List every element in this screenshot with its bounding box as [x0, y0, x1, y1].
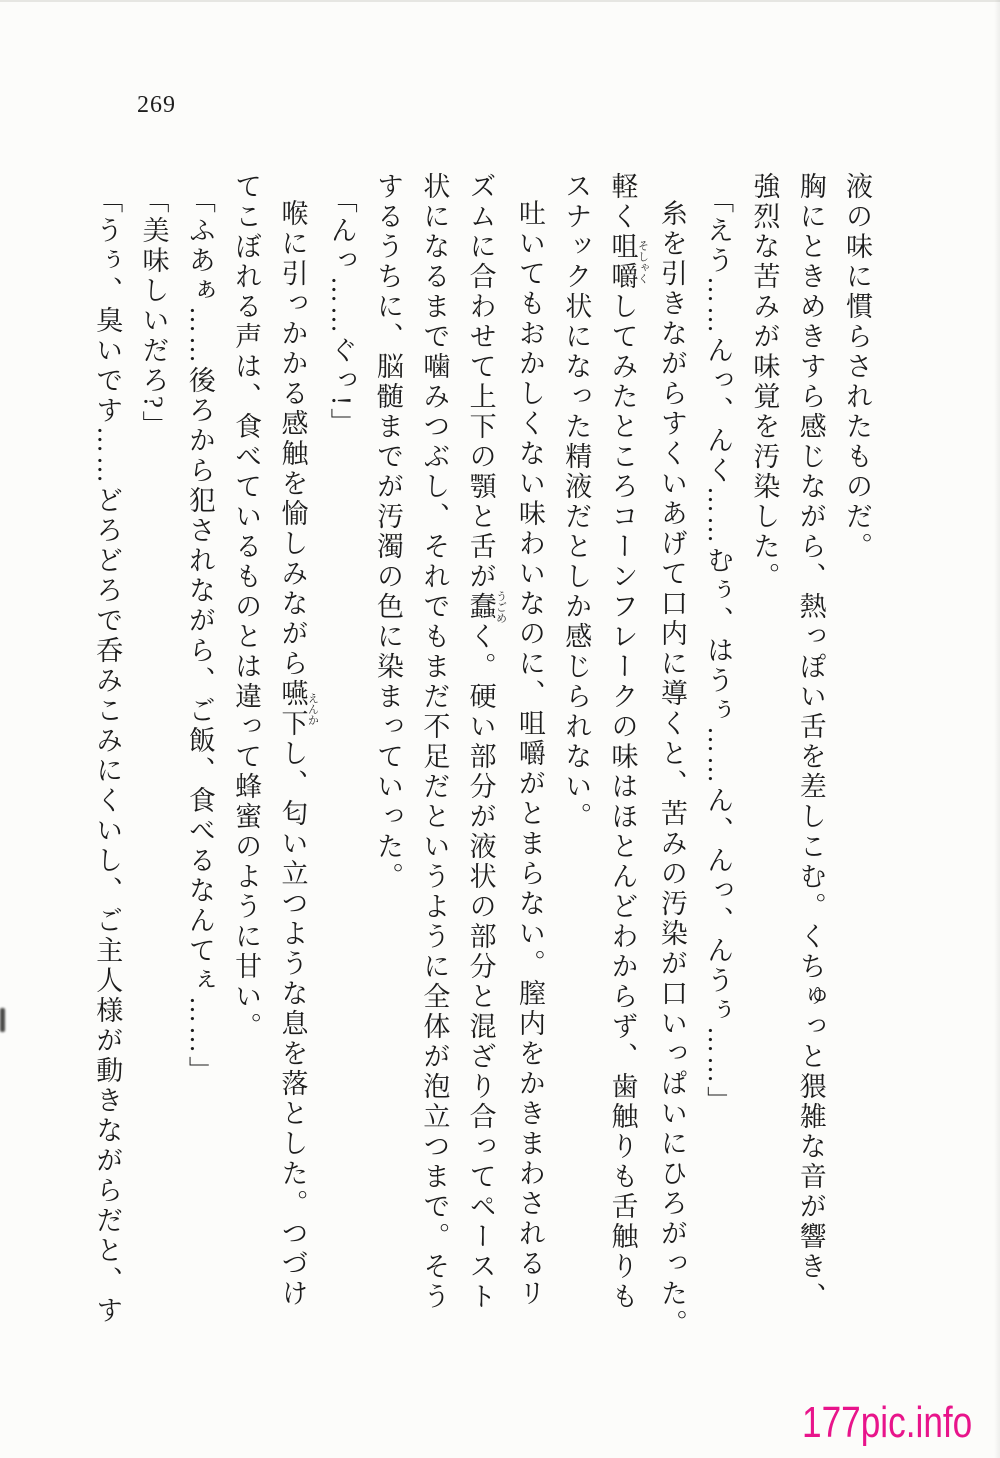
text-column: 胸にときめきすら感じながら、熱っぽい舌を差しこむ。くちゅっと猥雑な音が響き、 [795, 172, 826, 1312]
text-column: 「うぅ、臭いです……どろどろで呑みこみにくいし、ご主人様が動きながらだと、す [92, 186, 123, 1326]
scan-speck [0, 1008, 5, 1032]
text-column: 軽く咀嚼 そしゃくしてみたところコーンフレークの味はほとんどわからず、歯触りも舌触りも [607, 172, 649, 1312]
watermark: 177pic.info [802, 1398, 973, 1447]
text-block [84, 172, 880, 1402]
text-column: 「ふあぁ……後ろから犯されながら、ご飯、食べるなんてぇ……」 [184, 186, 215, 1086]
text-column: ズムに合わせて上下の顎と舌が蠢 うごめく。硬い部分が液状の部分と混ざり合ってペースト [465, 172, 507, 1312]
text-column: 喉に引っかかる感触を愉しみながら嚥下 えんかし、匂い立つような息を落とした。つづけ [277, 199, 319, 1309]
text-column: 糸を引きながらすくいあげて口内に導くと、苦みの汚染が口いっぱいにひろがった。 [656, 199, 687, 1339]
text-column: 「えう……んっ、んく……むぅ、はうぅ……ん、んっ、んうぅ……」 [703, 186, 734, 1116]
text-column: スナック状になった精液だとしか感じられない。 [561, 172, 592, 832]
scan-edge-top [0, 0, 1000, 2]
text-column: するうちに、脳髄までが汚濁の色に染まっていった。 [373, 172, 404, 892]
text-column: 液の味に慣らされたものだ。 [842, 172, 872, 562]
scan-edge-right [994, 0, 1000, 1458]
page-number: 269 [137, 92, 176, 118]
text-column: 状になるまで噛みつぶし、それでもまだ不足だというように全体が泡立つまで。そう [419, 172, 450, 1312]
text-column: 「んっ……ぐっ!」 [326, 186, 357, 438]
text-column: てこぼれる声は、食べているものとは違って蜂蜜のように甘い。 [231, 172, 262, 1042]
text-column: 吐いてもおかしくない味わいなのに、咀嚼がとまらない。膣内をかきまわされるリ [514, 199, 545, 1309]
text-column: 強烈な苦みが味覚を汚染した。 [749, 172, 780, 592]
text-column: 「美味しいだろ?」 [138, 186, 169, 441]
